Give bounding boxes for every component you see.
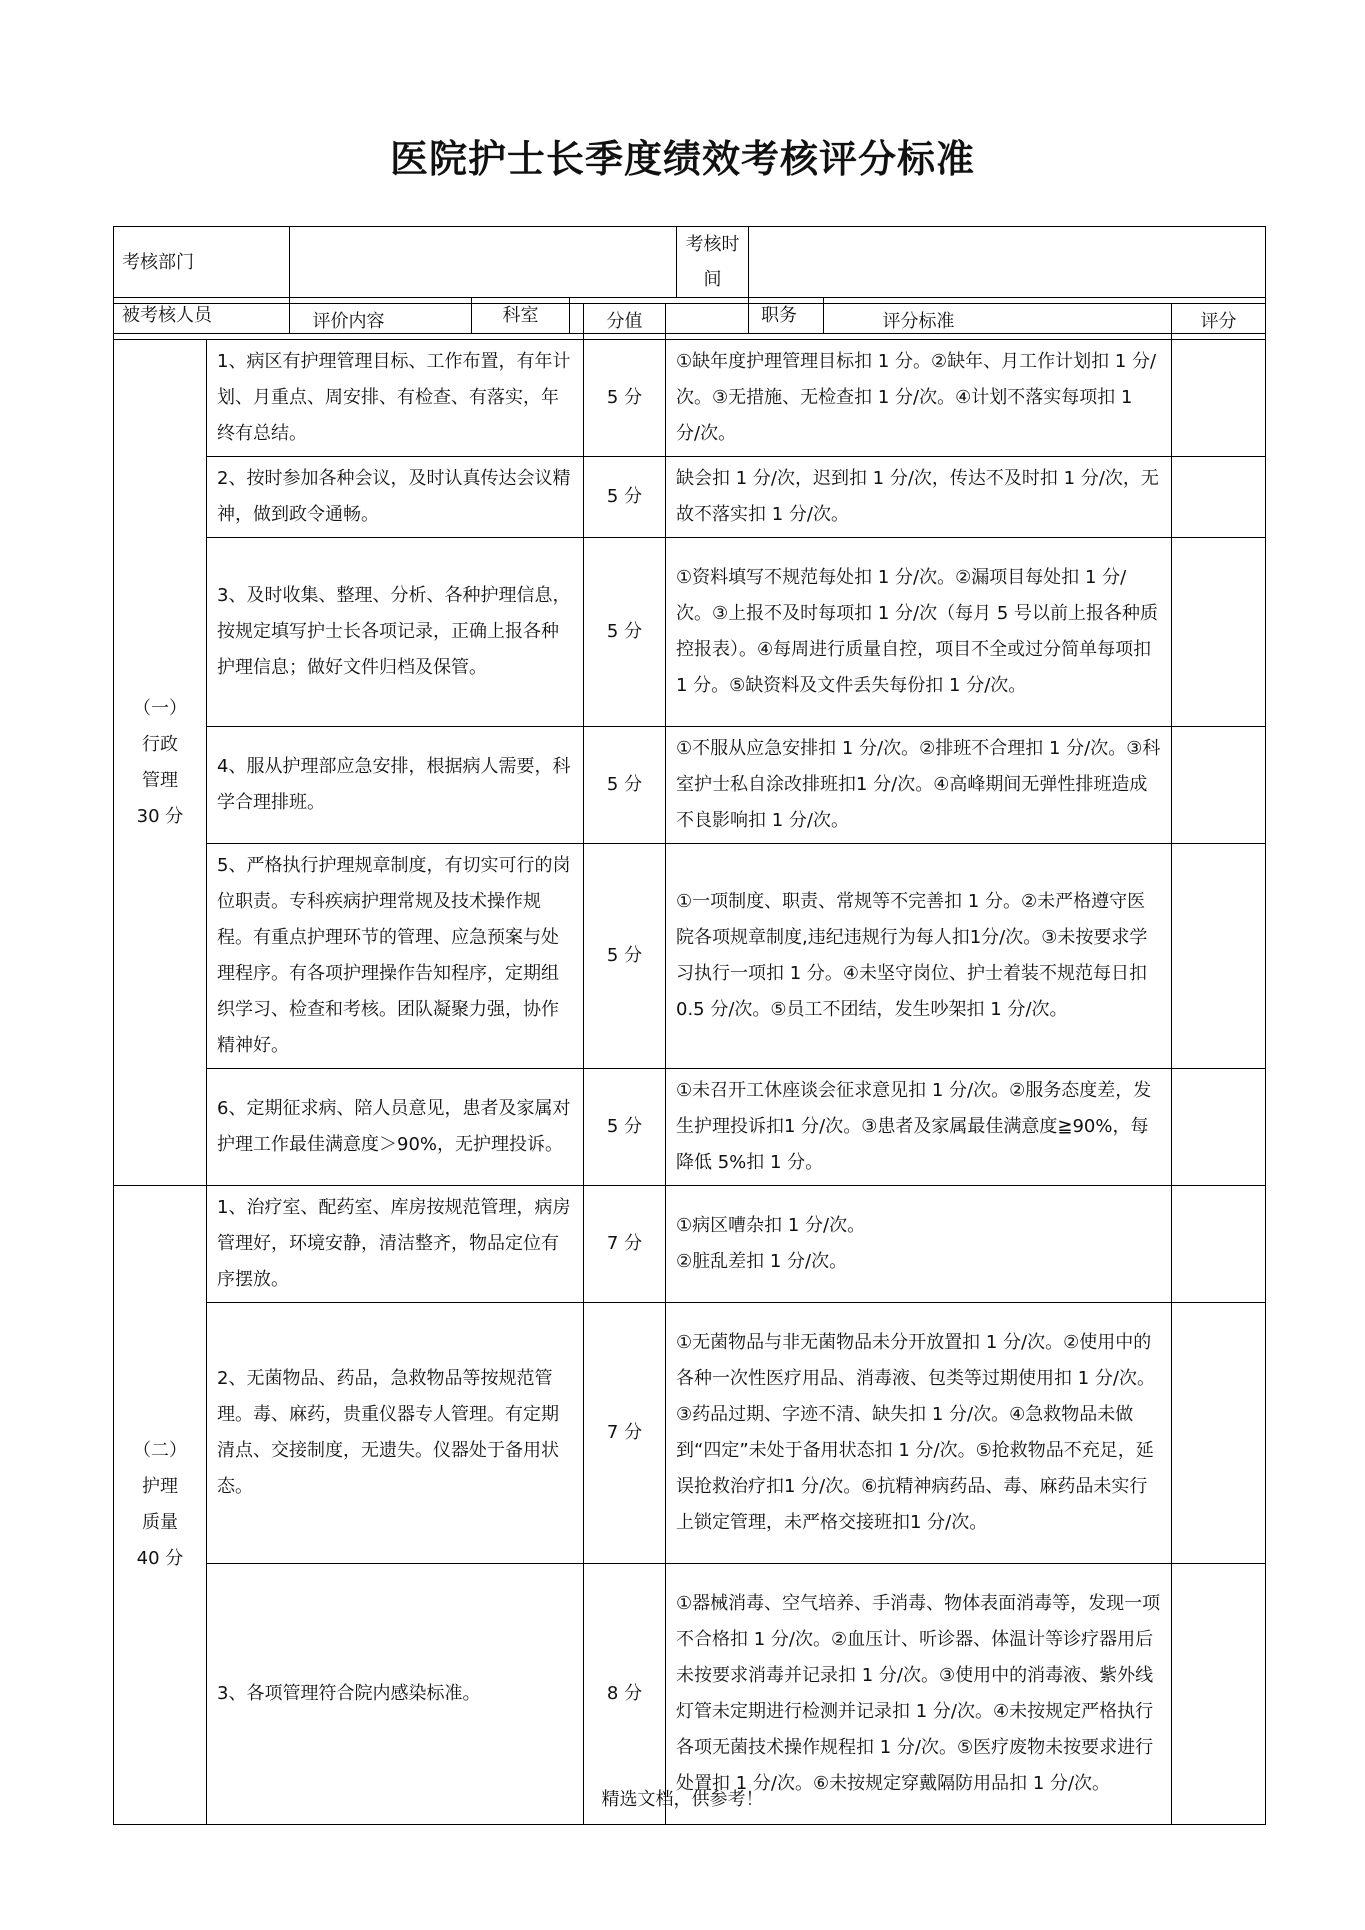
item-criteria: ①资料填写不规范每处扣 1 分/次。②漏项目每处扣 1 分/次。③上报不及时每项扣 1 分/次（每月 5 号以前上报各种质控报表）。④每周进行质量自控，项目不全或过分简单每项扣 1 分。⑤缺资料及文件丢失每份扣 1 分/次。 (666, 538, 1172, 727)
item-points: 5 分 (584, 538, 666, 727)
page-title: 医院护士长季度绩效考核评分标准 (389, 137, 975, 181)
item-score-field[interactable] (1172, 1069, 1266, 1186)
position-label: 职务 (749, 298, 824, 333)
item-points: 5 分 (584, 340, 666, 457)
item-criteria: ①无菌物品与非无菌物品未分开放置扣 1 分/次。②使用中的各种一次性医疗用品、消毒液、包类等过期使用扣 1 分/次。③药品过期、字迹不清、缺失扣 1 分/次。④急救物品未做到“四定”未处于备用状态扣 1 分/次。⑤抢救物品不充足，延误抢救治疗扣1 分/次。⑥抗精神病药品、毒、麻药品未实行上锁定管理，未严格交接班扣1 分/次。 (666, 1303, 1172, 1564)
item-criteria: ①缺年度护理管理目标扣 1 分。②缺年、月工作计划扣 1 分/次。③无措施、无检查扣 1 分/次。④计划不落实每项扣 1 分/次。 (666, 340, 1172, 457)
item-criteria: ①不服从应急安排扣 1 分/次。②排班不合理扣 1 分/次。③科室护士私自涂改排班扣1 分/次。④高峰期间无弹性排班造成不良影响扣 1 分/次。 (666, 727, 1172, 844)
item-content: 5、严格执行护理规章制度，有切实可行的岗位职责。专科疾病护理常规及技术操作规程。有重点护理环节的管理、应急预案与处理程序。有各项护理操作告知程序，定期组织学习、检查和考核。团队凝聚力强，协作精神好。 (207, 844, 584, 1069)
table-row (114, 1186, 1266, 1303)
person-label: 被考核人员 (114, 298, 290, 334)
item-content: 2、无菌物品、药品，急救物品等按规范管理。毒、麻药，贵重仪器专人管理。有定期清点、交接制度，无遗失。仪器处于备用状态。 (207, 1303, 584, 1564)
item-content: 1、治疗室、配药室、库房按规范管理，病房管理好，环境安静，清洁整齐，物品定位有序摆放。 (207, 1186, 584, 1303)
header-score: 评分 (1172, 304, 1266, 340)
header-content: 评价内容 (114, 304, 584, 340)
item-content: 3、及时收集、整理、分析、各种护理信息，按规定填写护士长各项记录，正确上报各种护理信息；做好文件归档及保管。 (207, 538, 584, 727)
header-row (114, 304, 1266, 340)
item-points: 7 分 (584, 1186, 666, 1303)
item-score-field[interactable] (1172, 340, 1266, 457)
category-label-line: 40 分 (136, 1548, 184, 1569)
category-label-line: （二） (133, 1440, 187, 1461)
table-row (114, 1303, 1266, 1564)
item-content: 1、病区有护理管理目标、工作布置，有年计划、月重点、周安排、有检查、有落实，年终有总结。 (207, 340, 584, 457)
category-label (114, 340, 207, 1186)
item-points: 5 分 (584, 1069, 666, 1186)
item-criteria: ①器械消毒、空气培养、手消毒、物体表面消毒等，发现一项不合格扣 1 分/次。②血压计、听诊器、体温计等诊疗器用后未按要求消毒并记录扣 1 分/次。③使用中的消毒液、紫外线灯管未定期进行检测并记录扣 1 分/次。④未按规定严格执行各项无菌技术操作规程扣 1 分/次。⑤医疗废物未按要求进行处置扣 1 分/次。⑥未按规定穿戴隔防用品扣 1 分/次。 (666, 1564, 1172, 1825)
item-score-field[interactable] (1172, 1186, 1266, 1303)
item-points: 8 分 (584, 1564, 666, 1825)
category-label-line: 行政 (142, 733, 178, 755)
header-criteria: 评分标准 (666, 304, 1172, 340)
category-label-line: 护理 (142, 1476, 178, 1497)
item-criteria: 缺会扣 1 分/次，迟到扣 1 分/次，传达不及时扣 1 分/次，无故不落实扣 1 分/次。 (666, 457, 1172, 538)
item-points: 5 分 (584, 457, 666, 538)
time-label: 考核时间 (677, 227, 749, 298)
table-row (114, 1069, 1266, 1186)
item-content: 6、定期征求病、陪人员意见，患者及家属对护理工作最佳满意度＞90%，无护理投诉。 (207, 1069, 584, 1186)
item-score-field[interactable] (1172, 457, 1266, 538)
table-row (114, 538, 1266, 727)
footer-note: 精选文档，供参考！ (601, 1789, 764, 1810)
dept-field[interactable] (290, 227, 677, 298)
item-score-field[interactable] (1172, 1303, 1266, 1564)
table-row (114, 844, 1266, 1069)
item-content: 2、按时参加各种会议，及时认真传达会议精神，做到政令通畅。 (207, 457, 584, 538)
category-label-line: 质量 (142, 1512, 178, 1533)
item-points: 7 分 (584, 1303, 666, 1564)
time-field[interactable] (749, 227, 1266, 298)
item-criteria: ①病区嘈杂扣 1 分/次。 ②脏乱差扣 1 分/次。 (666, 1186, 1172, 1303)
header-points: 分值 (584, 304, 666, 340)
dept-label: 考核部门 (114, 227, 290, 298)
item-points: 5 分 (584, 727, 666, 844)
item-criteria: ①未召开工休座谈会征求意见扣 1 分/次。②服务态度差，发生护理投诉扣1 分/次。③患者及家属最佳满意度≧90%，每降低 5%扣 1 分。 (666, 1069, 1172, 1186)
category-label-line: 30 分 (136, 805, 184, 827)
item-score-field[interactable] (1172, 538, 1266, 727)
category-label-line: 管理 (142, 769, 178, 791)
item-content: 4、服从护理部应急安排，根据病人需要，科学合理排班。 (207, 727, 584, 844)
category-label (114, 1186, 207, 1825)
item-score-field[interactable] (1172, 727, 1266, 844)
section-label: 科室 (472, 298, 570, 334)
item-score-field[interactable] (1172, 844, 1266, 1069)
item-criteria: ①一项制度、职责、常规等不完善扣 1 分。②未严格遵守医院各项规章制度,违纪违规行为每人扣1分/次。③未按要求学习执行一项扣 1 分。④未坚守岗位、护士着装不规范每日扣 0.5 分/次。⑤员工不团结，发生吵架扣 1 分/次。 (666, 844, 1172, 1069)
category-label-line: （一） (133, 697, 187, 719)
table-row (114, 457, 1266, 538)
score-table (113, 303, 1266, 1825)
table-row (114, 340, 1266, 457)
item-content: 3、各项管理符合院内感染标准。 (207, 1564, 584, 1825)
table-row (114, 727, 1266, 844)
item-points: 5 分 (584, 844, 666, 1069)
